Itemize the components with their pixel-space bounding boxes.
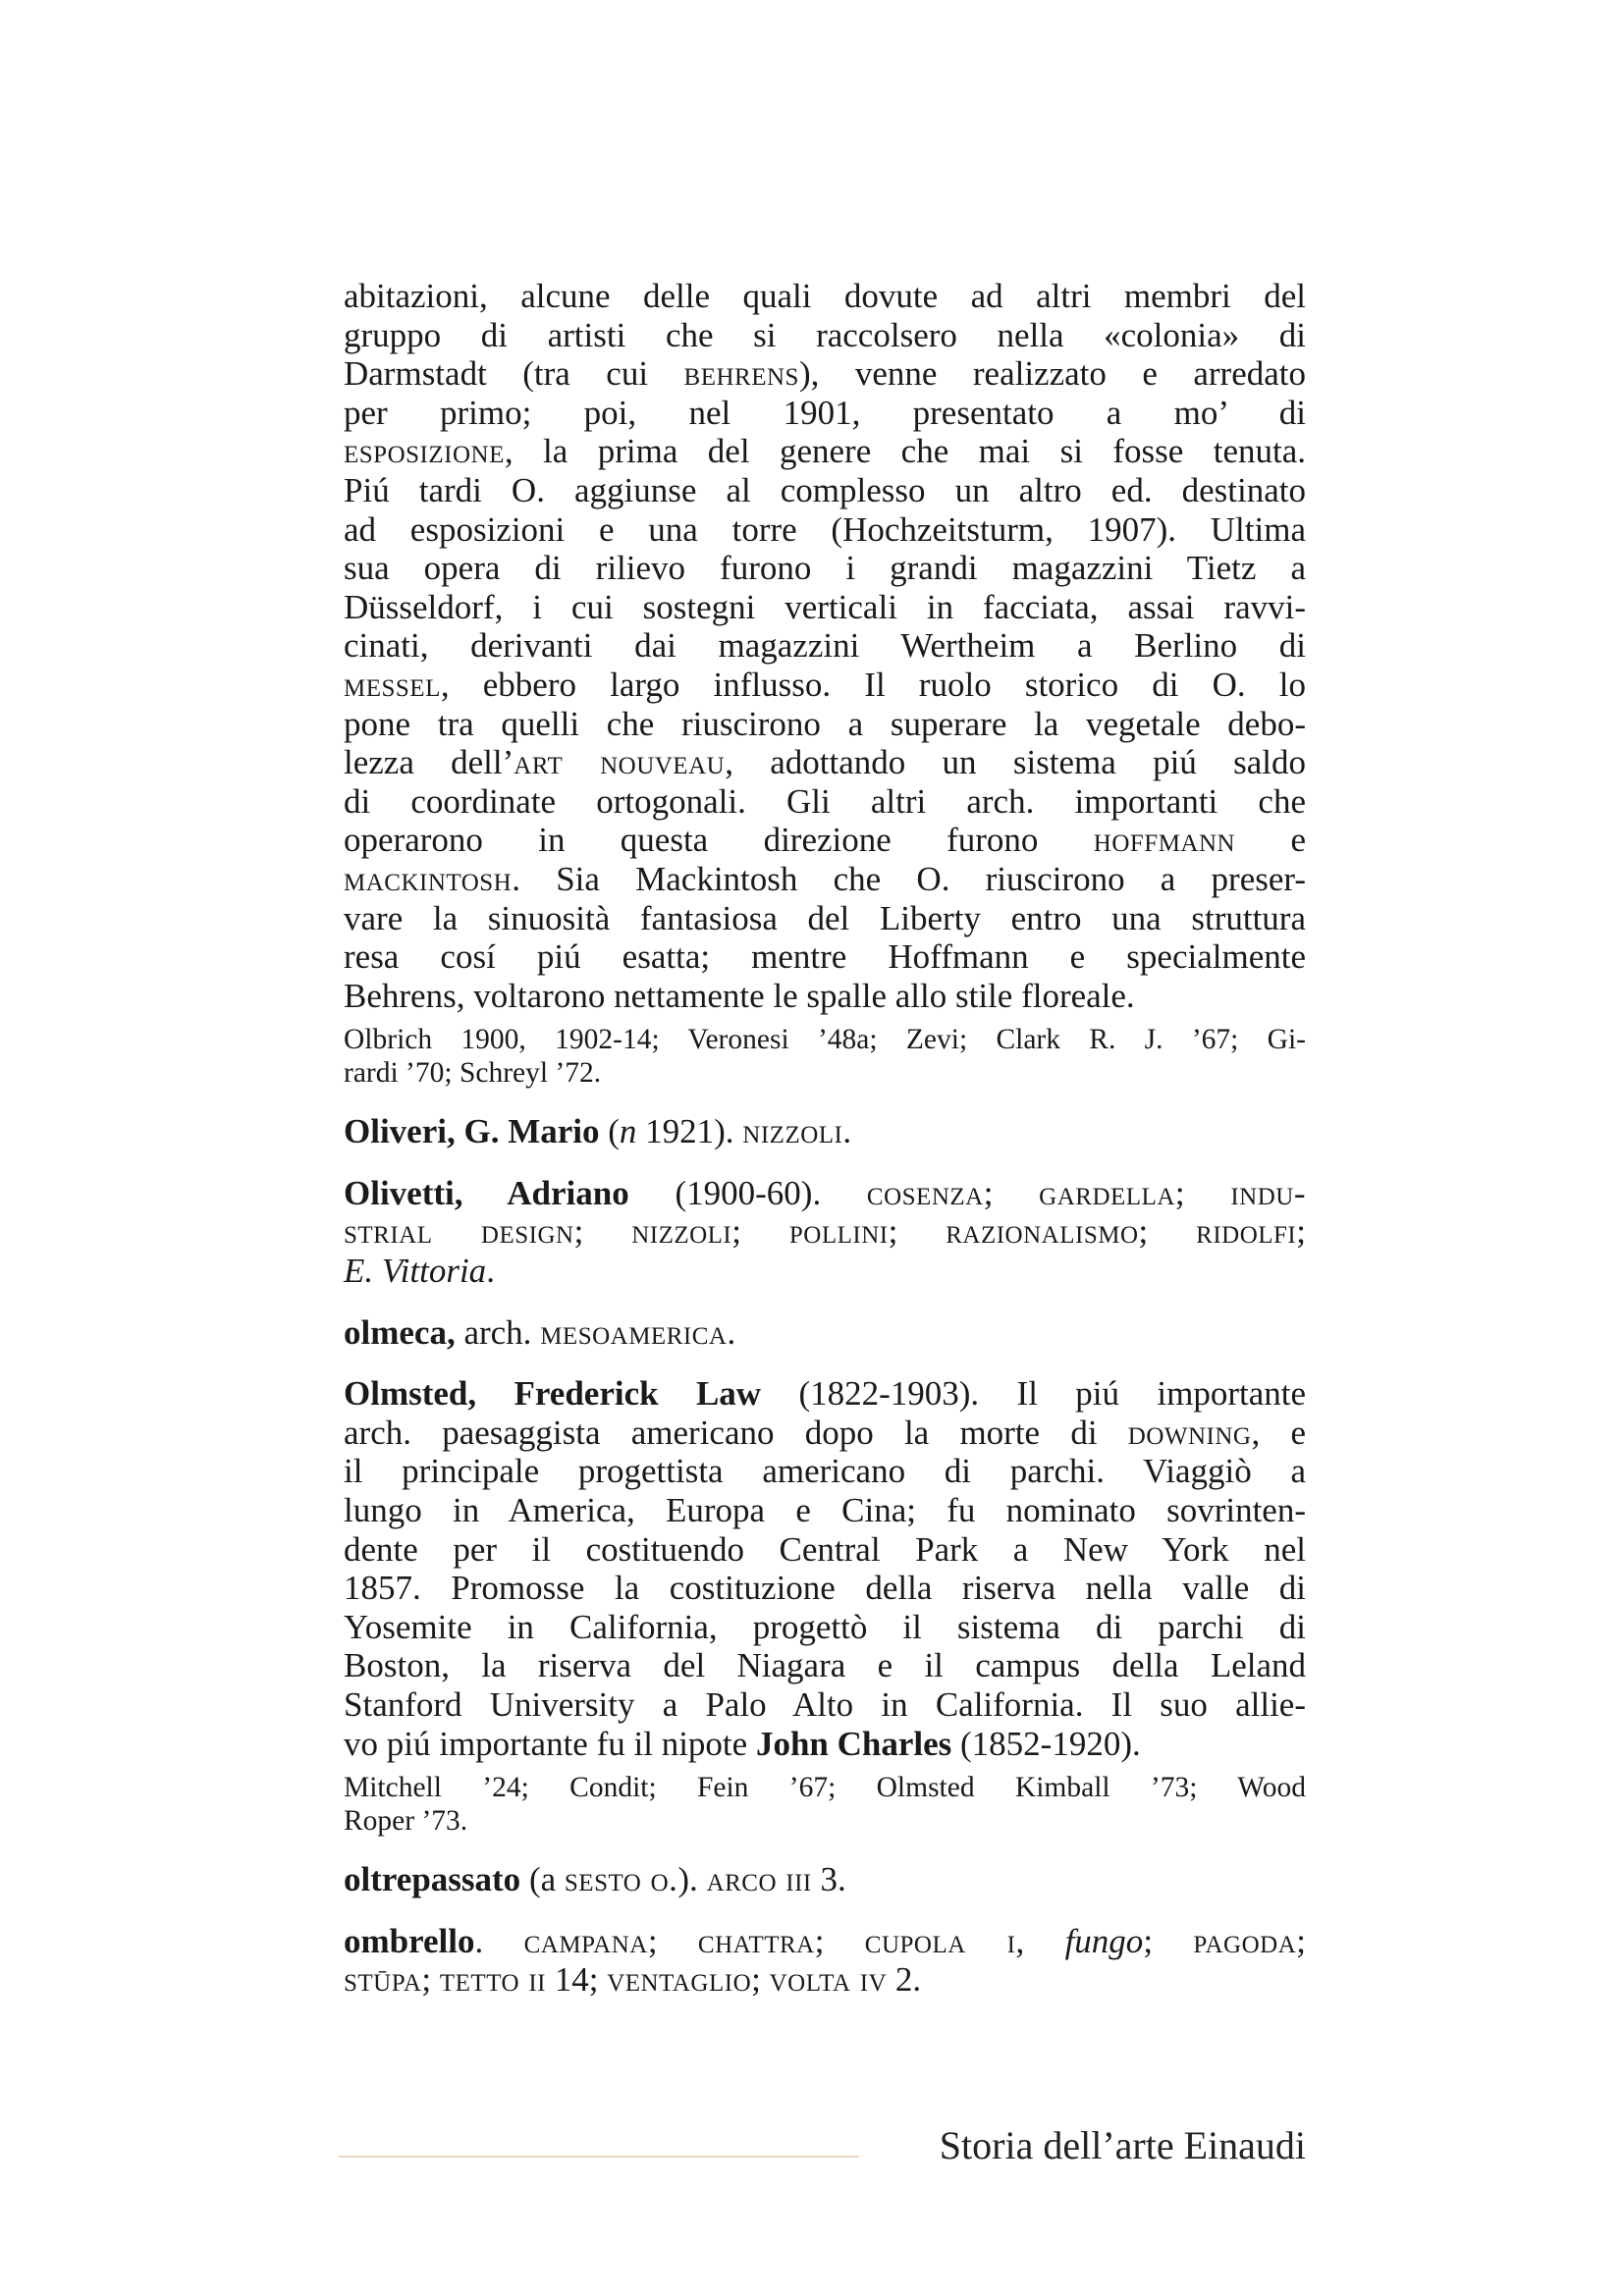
cross-reference: nizzoli [742,1112,843,1151]
text-line: oltrepassato (a sesto o.). arco iii 3. [344,1860,846,1899]
text-line: mackintosh. Sia Mackintosh che O. riuscirono a preser- [344,859,1306,898]
entry-body [344,1922,1306,2000]
footer-rule [339,2156,859,2158]
headword: olmeca, [344,1312,456,1352]
text-line: Olbrich 1900, 1902-14; Veronesi ’48a; Zevi; Clark R. J. ’67; Gi- [344,1024,1306,1056]
text-line: il principale progettista americano di parchi. Viaggiò a [344,1452,1306,1491]
text-line: ad esposizioni e una torre (Hochzeitsturm, 1907). Ultima [344,509,1306,549]
cross-reference: strial design [344,1212,574,1252]
cross-reference: esposizione [344,432,505,471]
text-line: olmeca, arch. mesoamerica. [344,1312,736,1352]
text-line: messel, ebbero largo influsso. Il ruolo storico di O. lo [344,665,1306,704]
cross-reference: tetto ii [439,1960,546,2000]
text-line: per primo; poi, nel 1901, presentato a mo’ di [344,393,1306,432]
entry-body [344,1112,1306,1151]
entry-olmeca [344,1313,1306,1353]
headword: Oliveri, G. Mario [344,1112,600,1151]
text-line: ombrello. campana; chattra; cupola i, fungo; pagoda; [344,1921,1307,1960]
page-footer [339,2122,1306,2181]
cross-reference: chattra [697,1921,815,1960]
text-line: Stanford University a Palo Alto in California. Il suo allie- [344,1685,1306,1724]
text-line: esposizione, la prima del genere che mai si fosse tenuta. [344,432,1306,471]
text-line: Behrens, voltarono nettamente le spalle allo stile floreale. [344,976,1135,1015]
cross-reference: behrens [683,354,799,394]
cross-reference: mackintosh [344,859,513,898]
cross-reference: indu- [1230,1173,1306,1212]
text-line: gruppo di artisti che si raccolsero nella «colonia» di [344,315,1306,354]
text-line: Olivetti, Adriano (1900-60). cosenza; gardella; indu- [344,1173,1306,1212]
cross-reference: art nouveau [514,743,726,782]
cross-reference: pagoda [1193,1921,1297,1960]
text-line: cinati, derivanti dai magazzini Wertheim a Berlino di [344,626,1306,666]
headword: Olmsted, Frederick Law [344,1374,762,1414]
cross-reference: razionalismo [946,1212,1139,1252]
cross-reference: gardella [1039,1173,1175,1212]
text-line: E. Vittoria. [344,1252,495,1291]
text-line: Olmsted, Frederick Law (1822-1903). Il piú importante [344,1374,1306,1414]
cross-reference: pollini [788,1212,889,1252]
text-line: Düsseldorf, i cui sostegni verticali in facciata, assai ravvi- [344,587,1306,626]
italic-text: E. Vittoria [344,1252,487,1291]
text-line: di coordinate ortogonali. Gli altri arch. importanti che [344,781,1306,821]
cross-reference: arco iii [706,1860,812,1899]
footer-publisher: Storia dell’arte Einaudi [939,2123,1306,2167]
headword: Olivetti, Adriano [344,1173,629,1212]
entry-body [344,277,1306,1015]
cross-reference: cupola i [864,1921,1016,1960]
entry-olbrich-continuation [344,277,1306,1090]
entry-bibliography [344,1023,1306,1090]
text-line: operarono in questa direzione furono hoffmann e [344,821,1306,860]
entry-olmsted [344,1374,1306,1838]
entry-oltrepassato [344,1860,1306,1899]
entry-olivetti [344,1174,1306,1291]
text-line: vare la sinuosità fantasiosa del Liberty entro una struttura [344,898,1306,937]
cross-reference: nizzoli [631,1212,732,1252]
cross-reference: cosenza [866,1173,984,1212]
headword: oltrepassato [344,1860,521,1899]
italic-text: fungo [1064,1921,1144,1960]
text-line: 1857. Promosse la costituzione della riserva nella valle di [344,1569,1306,1608]
headword: ombrello [344,1921,475,1960]
text-line: pone tra quelli che riuscirono a superare la vegetale debo- [344,704,1306,743]
text-line: lezza dell’art nouveau, adottando un sistema piú saldo [344,743,1306,782]
text-line: resa cosí piú esatta; mentre Hoffmann e specialmente [344,937,1306,977]
text-line: dente per il costituendo Central Park a New York nel [344,1529,1306,1569]
text-line: Mitchell ’24; Condit; Fein ’67; Olmsted Kimball ’73; Wood [344,1772,1306,1804]
entry-oliveri [344,1112,1306,1151]
cross-reference: hoffmann [1093,821,1236,860]
text-line: vo piú importante fu il nipote John Charles (1852-1920). [344,1724,1141,1763]
text-line: strial design; nizzoli; pollini; razionalismo; ridolfi; [344,1212,1306,1252]
text-line: stūpa; tetto ii 14; ventaglio; volta iv 2. [344,1960,922,2000]
cross-reference: downing [1127,1413,1252,1452]
cross-reference: messel [344,665,441,704]
cross-reference: volta iv [769,1960,888,2000]
cross-reference: sesto o. [564,1860,678,1899]
text-line: Darmstadt (tra cui behrens), venne realizzato e arredato [344,354,1306,394]
text-line: Oliveri, G. Mario (n 1921). nizzoli. [344,1112,852,1151]
cross-reference: ridolfi [1196,1212,1297,1252]
entry-body [344,1374,1306,1763]
text-line: lungo in America, Europa e Cina; fu nominato sovrinten- [344,1491,1306,1530]
cross-reference: campana [523,1921,648,1960]
text-line: sua opera di rilievo furono i grandi magazzini Tietz a [344,549,1306,588]
entry-ombrello [344,1922,1306,2000]
text-line: Yosemite in California, progettò il sistema di parchi di [344,1607,1306,1646]
entry-bibliography [344,1771,1306,1838]
text-line: abitazioni, alcune delle quali dovute ad altri membri del [344,277,1306,315]
headword: John Charles [755,1724,952,1763]
text-line: arch. paesaggista americano dopo la morte di downing, e [344,1413,1306,1452]
entry-body [344,1860,1306,1899]
text-line: Boston, la riserva del Niagara e il campus della Leland [344,1646,1306,1685]
dictionary-page [344,277,1306,2000]
entry-body [344,1313,1306,1353]
cross-reference: mesoamerica [540,1312,728,1352]
text-line: Roper ’73. [344,1805,468,1838]
cross-reference: ventaglio [607,1960,752,2000]
italic-text: n [619,1112,637,1151]
cross-reference: stūpa [344,1960,422,2000]
text-line: Piú tardi O. aggiunse al complesso un altro ed. destinato [344,470,1306,509]
text-line: rardi ’70; Schreyl ’72. [344,1057,602,1090]
entry-body [344,1174,1306,1291]
